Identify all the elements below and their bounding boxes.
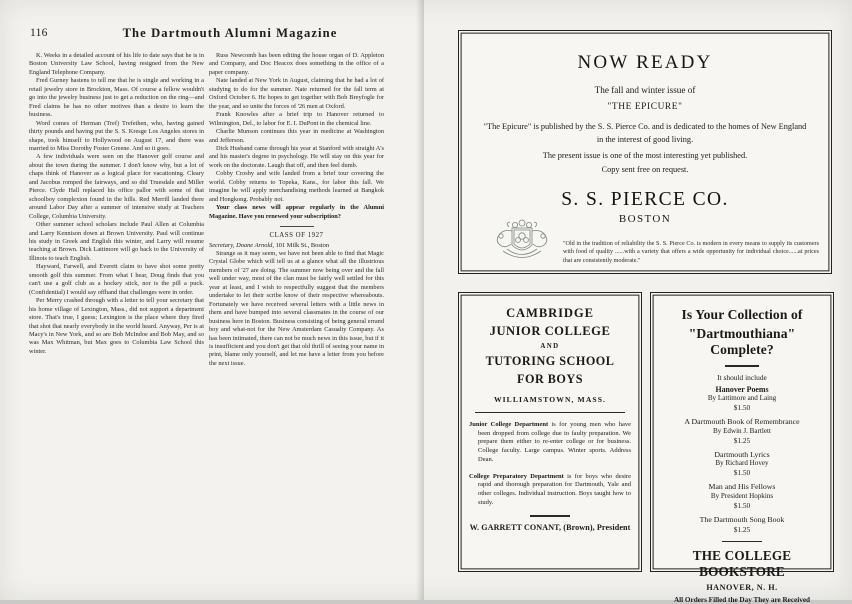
paragraph: Word comes of Herman (Tref) Trefethen, who, having gained thirty pounds and having put the S. S. Kresge Los Angeles stores in shape, took himself to Hollywood on August 17, and there was married to Miss Dorothy Foster Greene. And so it goes.: [29, 119, 204, 152]
ad-store-name: THE COLLEGE BOOKSTORE: [692, 547, 792, 579]
ad-company-city: BOSTON: [618, 213, 672, 226]
ad-college-bookstore[interactable]: [650, 292, 834, 604]
ad-ss-pierce-content: [459, 31, 831, 273]
book-price: $1.50: [733, 403, 751, 413]
secretary-label: Secretary, Doane Arnold,: [209, 241, 274, 249]
ad-subtitle: The fall and winter issue of: [594, 85, 696, 95]
ad-title-line-3: TUTORING SCHOOL: [485, 354, 615, 368]
paragraph: K. Weeks in a detailed account of his life to date says that he is in Boston University Law School, having resigned from the New England Telephone Company.: [29, 52, 204, 76]
ad-department-2-text: is for boys who desire rapid and thorough preparation for Dartmouth, Yale and other colleges. Individual instruction. Boys taught how to study.: [478, 472, 631, 506]
ad-signature-divider: [530, 515, 570, 516]
paragraph: Russ Newcomb has been editing the house organ of D. Appleton and Company, and Doc Heacox does something in the office of a paper company.: [209, 52, 384, 76]
book-author: By Richard Hovey: [715, 459, 769, 468]
book-list-item[interactable]: [661, 482, 823, 510]
ad-divider-rule: [475, 412, 625, 413]
section-divider-rule: [280, 226, 314, 227]
book-title: A Dartmouth Book of Remembrance: [684, 417, 800, 427]
ad-location: WILLIAMSTOWN, MASS.: [493, 395, 607, 404]
class-of-1927-heading: CLASS OF 1927: [269, 232, 324, 240]
book-price: $1.50: [733, 500, 751, 510]
heraldic-crest-icon: [485, 219, 559, 265]
book-author: By Edwin J. Bartlett: [713, 426, 771, 435]
ad-store-divider: [722, 541, 762, 542]
paragraph: Hayward, Farwell, and Everett claim to have shot some pretty smooth golf this summer. From what I hear, Doug finds that you can't use a golf club as a hockey stick, nor is the pill a puck. (Confidential) I would say offhand that challenges were in order.: [29, 263, 204, 296]
page-header: [30, 26, 394, 44]
secretary-address: 101 Milk St., Boston: [275, 241, 330, 249]
paragraph: Cobby Crosby and wife landed from a brief tour covering the world. Cobby returns to Topeka, Kans., for labor this fall. We imagine he will apply merchandising methods learned at Bangkok and Hongkong. Probably not.: [209, 170, 384, 203]
ad-headline-line-2: "Dartmouthiana" Complete?: [688, 326, 796, 357]
paragraph: Frank Knowles after a brief trip to Hanover returned to Wilmington, Del., to labor for E. I. DuPont in the chemical line.: [209, 111, 384, 127]
ad-cambridge-content: [459, 293, 641, 571]
ad-title-line-4: FOR BOYS: [517, 372, 583, 386]
book-list-item[interactable]: [661, 450, 823, 478]
ad-department-1: [469, 421, 631, 465]
ad-quote-block: [471, 240, 819, 265]
book-list-item[interactable]: [661, 417, 823, 445]
paragraph: Fred Gurney hastens to tell me that he is single and working in a retail jewelry store in Brockton, Mass. Of course a fellow wouldn't go into the jewelry business just to get a reduction on the ring—and Fred claims he has no other motives than a desire to learn the business.: [29, 77, 204, 119]
book-author: By President Hopkins: [710, 491, 774, 500]
ad-title-line-2: JUNIOR COLLEGE: [489, 324, 611, 338]
ad-divider-rule: [725, 365, 759, 367]
ad-headline: NOW READY: [577, 52, 713, 73]
book-price: $1.25: [733, 435, 751, 445]
ad-body-1: "The Epicure" is published by the S. S. Pierce Co. and is dedicated to the homes of New England in the interest of good living.: [483, 122, 807, 144]
paragraph: Strange as it may seem, we have not been able to find that Magic Crystal Globe which will tell us at a glance what all the illustrious members of '27 are doing. The summer now being over and the fall well under way, most of the clan must be fairly well settled for this year at least, and I wish to respectfully suggest that the members undertake to let their scribe know of their respective whereabouts. Fortunately we have received several letters with a little news in them and have bumped into several classmates in the course of our business here in Boston. Business consisting of being general errand boy and what-not for the New Amsterdam Casualty Company. As has been intimated, there can not be much news in this issue, but if it is insufficient and you don't get that old thrill of seeing your name in print, blame only yourself, and let me have a letter from you before the next issue.: [209, 249, 384, 367]
ad-title-conjunction: AND: [540, 343, 560, 350]
book-author: By Lattimore and Laing: [707, 394, 777, 403]
ad-headline-line-1: Is Your Collection of: [681, 307, 803, 322]
page-number: 116: [30, 27, 48, 39]
paragraph: Other summer school scholars include Paul Allen at Columbia and Larry Kennison down at Brown University. Paul will continue his study in Greek and English this winter, and Larry will resume teaching at Brown. Dick Lattimore will go back to the University of Illinois to teach English.: [29, 221, 204, 262]
paragraph: Nate landed at New York in August, claiming that he had a lot of studying to do for the summer. Nate returned for the fall term at Oxford October 6. He hopes to get together with Bob Breyfogle for the year, and so unite the forces of '26 men at Oxford.: [209, 77, 384, 110]
ad-quote-text: "Old in the tradition of reliability the S. S. Pierce Co. is modern in every means to supply its customers with food of quality ......with a variety that offers a wide opportunity for individual choice......at prices that are consistently moderate.": [563, 240, 819, 264]
ad-department-2-label: College Preparatory Department: [469, 472, 564, 480]
left-text-column: [29, 52, 204, 356]
paragraph: Dick Husband came through his year at Stanford with straight A's and his master's degree in psychology. He will stay on this year for work on the doctorate. Laugh that off, and then feel dumb.: [209, 144, 384, 169]
ad-department-1-label: Junior College Department: [469, 421, 549, 428]
ad-publication-title: "THE EPICURE": [607, 102, 683, 112]
ad-ss-pierce[interactable]: [458, 30, 832, 274]
paragraph: Per Merry crashed through with a letter to tell your secretary that his home village of Lexington, Mass., did not support a department store. That's true, I guess; Lexington is the place where they fired that shot that nearly everybody in the world heard. Anyway, Per is at Macy's in New York, and so are Bob McIndoe and Bob May, and so was Max Whitman, but Max goes to Columbia Law School this winter.: [29, 297, 204, 355]
ad-store-city: HANOVER, N. H.: [706, 582, 778, 592]
book-price: $1.50: [733, 468, 751, 478]
ad-title-line-1: CAMBRIDGE: [506, 306, 594, 320]
text-page: [0, 0, 424, 600]
ad-body-2: The present issue is one of the most interesting yet published.: [542, 151, 748, 161]
paragraph: A few individuals were seen on the Hanover golf course and about the town during the summer. I don't know why, but a lot of chaps think of Hanover as a logical place for vacationing. Cleary and Jacobus romped the fairways, and so did Truesdale and Miller Pierce. Clyde Hall replaced his office pallor with some of that schoolboy complexion found in the hills. Red Merrill landed there around Labor Day after a summer of intensive study at Teachers College, Columbia University.: [29, 153, 204, 220]
ad-lead-text: It should include: [717, 372, 767, 382]
book-price: $1.25: [733, 524, 751, 534]
middle-text-column: [209, 52, 384, 368]
ad-body-3: Copy sent free on request.: [601, 164, 689, 174]
ad-department-2: [469, 473, 631, 508]
running-head: The Dartmouth Alumni Magazine: [122, 26, 338, 40]
ad-signature: W. GARRETT CONANT, (Brown), President: [469, 522, 631, 532]
book-list-item[interactable]: [661, 385, 823, 413]
book-title: Man and His Fellows: [708, 482, 776, 492]
ad-cambridge-junior-college[interactable]: [458, 292, 642, 572]
book-title: Dartmouth Lyrics: [714, 449, 770, 459]
class-secretary-line: [209, 242, 384, 250]
book-list-item[interactable]: [661, 515, 823, 534]
paragraph: Charlie Munson continues this year in medicine at Washington and Jefferson.: [209, 128, 384, 144]
book-title: Hanover Poems: [715, 384, 769, 394]
ad-company-name: S. S. PIERCE CO.: [561, 189, 729, 211]
book-title: The Dartmouth Song Book: [699, 514, 785, 524]
ad-store-note: All Orders Filled the Day They are Received: [673, 595, 811, 604]
ad-bookstore-content: [651, 293, 833, 604]
ad-department-1-text: is for young men who have been dropped from college due to faulty preparation. We prepare them either to re-enter college or for business. College faculty. Large campus. Winter sports. Address Dean.: [478, 421, 631, 463]
subscription-notice: Your class news will appear regularly in the Alumni Magazine. Have you renewed your subscription?: [209, 204, 384, 220]
